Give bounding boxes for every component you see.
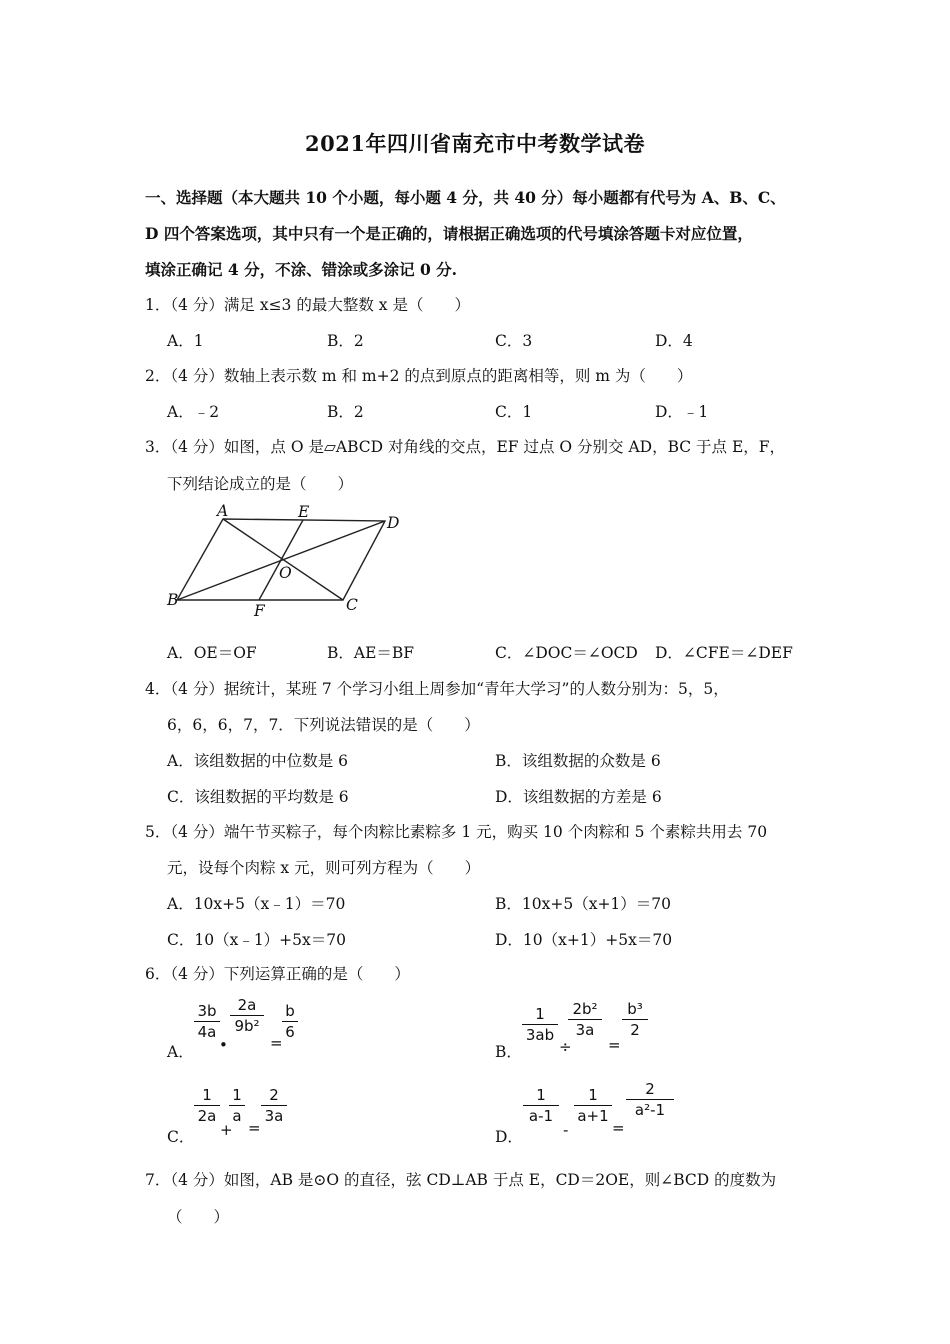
section-instruction-line-2: D 四个答案选项，其中只有一个是正确的，请根据正确选项的代号填涂答题卡对应位置，: [145, 224, 753, 243]
question-6-option-c-label: C．: [167, 1128, 195, 1146]
question-1-option-d: D．4: [655, 332, 693, 350]
question-5-text-continued: 元，设每个肉粽 x 元，则可列方程为（ ）: [167, 859, 481, 877]
question-1-text: 1．（4 分）满足 x≤3 的最大整数 x 是（ ）: [145, 296, 470, 314]
q6d-fraction-3: 2 a²-1: [626, 1080, 674, 1119]
question-5-option-c: C．10（x﹣1）+5x＝70: [167, 931, 346, 949]
section-instruction-line-1: 一、选择题（本大题共 10 个小题，每小题 4 分，共 40 分）每小题都有代号为 A、B、C、: [145, 188, 786, 207]
question-6-option-b-label: B．: [495, 1043, 522, 1061]
question-3-option-a: A．OE＝OF: [167, 644, 257, 662]
question-5-option-d: D．10（x+1）+5x＝70: [495, 931, 673, 949]
question-5-option-b: B．10x+5（x+1）＝70: [495, 895, 672, 913]
question-2-text: 2．（4 分）数轴上表示数 m 和 m+2 的点到原点的距离相等，则 m 为（ ）: [145, 367, 693, 385]
figure-label-o: O: [279, 564, 292, 582]
question-2-option-c: C．1: [495, 403, 533, 421]
segment-ef: [259, 520, 303, 600]
q6a-fraction-2: 2a 9b²: [230, 996, 264, 1035]
question-4-option-a: A．该组数据的中位数是 6: [167, 752, 348, 770]
q6a-fraction-1: 3b 4a: [194, 1002, 220, 1041]
question-1-option-a: A．1: [167, 332, 204, 350]
q6a-equals: =: [270, 1034, 283, 1052]
q6c-fraction-3: 2 3a: [261, 1086, 287, 1125]
figure-label-a: A: [217, 502, 229, 520]
question-4-option-b: B．该组数据的众数是 6: [495, 752, 661, 770]
q6d-fraction-2: 1 a+1: [574, 1086, 612, 1125]
q6a-fraction-3: b 6: [282, 1002, 298, 1041]
question-4-option-c: C．该组数据的平均数是 6: [167, 788, 349, 806]
question-6-option-d-label: D．: [495, 1128, 523, 1146]
question-3-text: 3．（4 分）如图，点 O 是▱ABCD 对角线的交点，EF 过点 O 分别交 AD，BC 于点 E，F，: [145, 438, 786, 456]
q6c-operator: +: [220, 1121, 233, 1139]
question-3-option-b: B．AE＝BF: [327, 644, 415, 662]
question-7-text-continued: （ ）: [167, 1208, 230, 1226]
q6b-fraction-1: 1 3ab: [522, 1005, 558, 1044]
q6d-operator: -: [563, 1121, 569, 1139]
q6c-equals: =: [248, 1119, 261, 1137]
question-4-option-d: D．该组数据的方差是 6: [495, 788, 662, 806]
figure-label-e: E: [298, 503, 310, 521]
question-2-option-a: A．﹣2: [167, 403, 220, 421]
question-1-option-c: C．3: [495, 332, 533, 350]
q6a-operator: •: [219, 1036, 228, 1054]
figure-label-f: F: [254, 602, 265, 620]
question-7-text: 7．（4 分）如图，AB 是⊙O 的直径，弦 CD⊥AB 于点 E，CD＝2OE，则∠BCD 的度数为: [145, 1171, 777, 1189]
figure-label-b: B: [167, 591, 179, 609]
question-3-option-c: C．∠DOC＝∠OCD: [495, 644, 638, 662]
question-3-text-continued: 下列结论成立的是（ ）: [167, 475, 354, 493]
section-instruction-line-3: 填涂正确记 4 分，不涂、错涂或多涂记 0 分.: [145, 260, 458, 279]
question-5-text: 5．（4 分）端午节买粽子，每个肉粽比素粽多 1 元，购买 10 个肉粽和 5 个素粽共用去 70: [145, 823, 768, 841]
q6b-fraction-3: b³ 2: [622, 1000, 648, 1039]
q6b-operator: ÷: [559, 1038, 572, 1056]
question-6-option-a-label: A．: [167, 1043, 194, 1061]
q6b-equals: =: [608, 1036, 621, 1054]
question-3-option-d: D．∠CFE＝∠DEF: [655, 644, 793, 662]
question-4-text: 4．（4 分）据统计，某班 7 个学习小组上周参加“青年大学习”的人数分别为：5，5，: [145, 680, 729, 698]
question-4-text-continued: 6，6，6，7，7．下列说法错误的是（ ）: [167, 716, 480, 734]
page-title: 2021年四川省南充市中考数学试卷: [305, 131, 645, 156]
question-5-option-a: A．10x+5（x﹣1）＝70: [167, 895, 346, 913]
q6b-fraction-2: 2b² 3a: [568, 1000, 602, 1039]
question-2-option-b: B．2: [327, 403, 364, 421]
q6d-equals: =: [612, 1119, 625, 1137]
question-6-text: 6．（4 分）下列运算正确的是（ ）: [145, 965, 410, 983]
q6c-fraction-1: 1 2a: [194, 1086, 220, 1125]
q6d-fraction-1: 1 a-1: [523, 1086, 559, 1125]
figure-label-d: D: [387, 514, 400, 532]
question-2-option-d: D．﹣1: [655, 403, 709, 421]
figure-label-c: C: [346, 596, 358, 614]
question-1-option-b: B．2: [327, 332, 364, 350]
q6c-fraction-2: 1 a: [229, 1086, 245, 1125]
